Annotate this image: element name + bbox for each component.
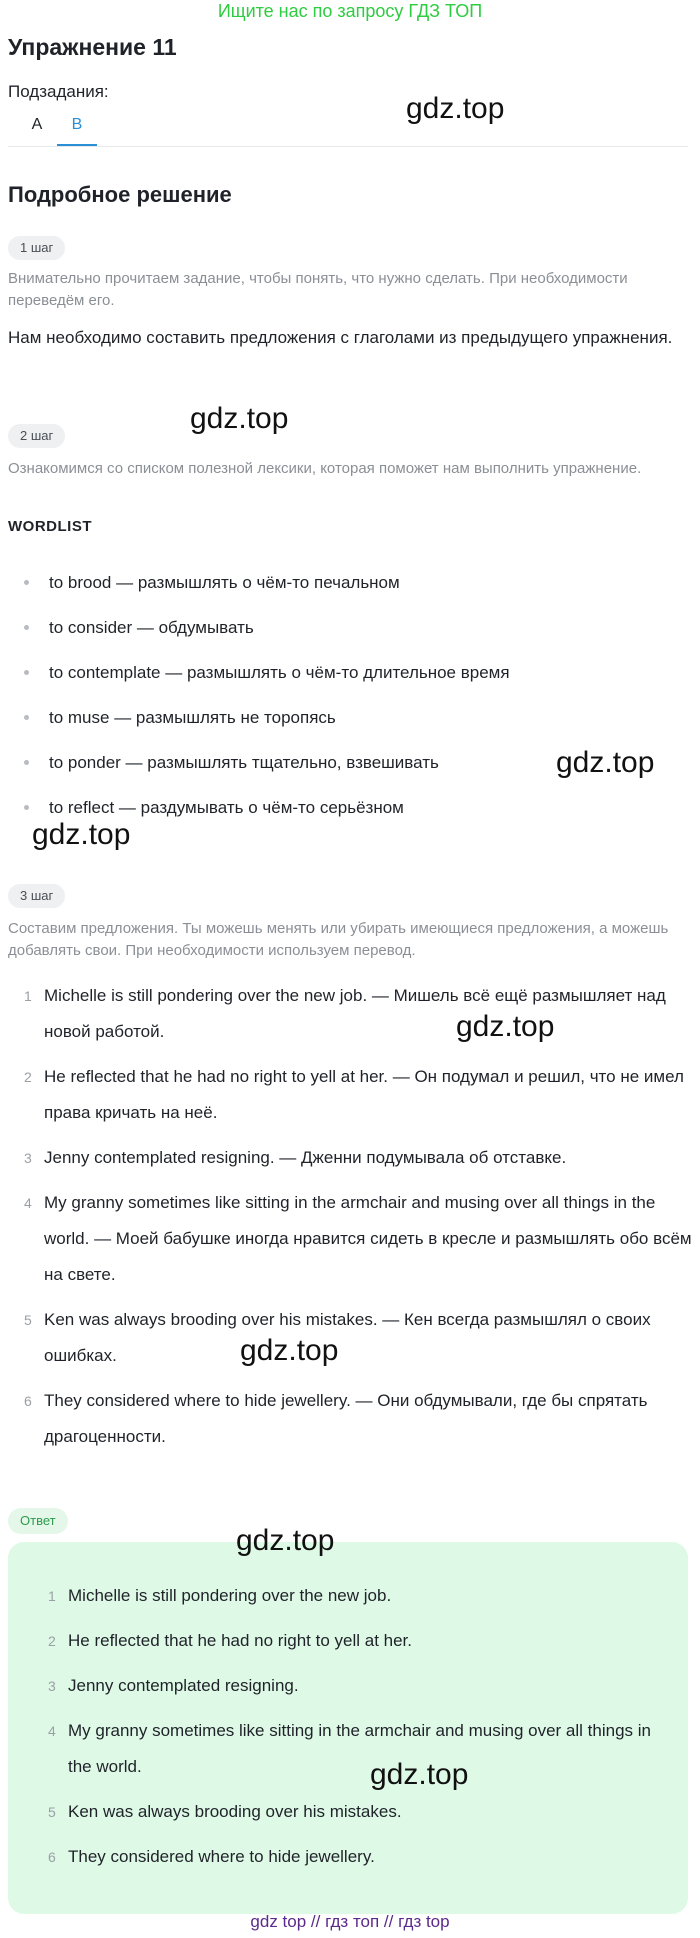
list-item: to reflect — раздумывать о чём-то серьёзном: [0, 785, 700, 830]
watermark: gdz.top: [236, 1524, 335, 1557]
list-item: to contemplate — размышлять о чём-то длительное время: [0, 650, 700, 695]
watermark: gdz.top: [456, 1010, 555, 1043]
exercise-title: Упражнение 11: [8, 34, 177, 60]
list-item: 5 Ken was always brooding over his mistakes. — Кен всегда размышлял о своих ошибках.: [24, 1310, 651, 1365]
search-banner: Ищите нас по запросу ГДЗ ТОП: [217, 1, 483, 21]
answer-badge: Ответ: [8, 1508, 68, 1534]
list-item: to ponder — размышлять тщательно, взвешивать: [0, 740, 700, 785]
bullet-icon: [24, 760, 29, 765]
list-item: 4 My granny sometimes like sitting in the armchair and musing over all things in the world.: [48, 1721, 651, 1776]
list-item: 2 He reflected that he had no right to yell at her.: [48, 1631, 412, 1650]
step-badge: 2 шаг: [8, 424, 65, 448]
tab-a[interactable]: A: [31, 116, 43, 133]
step-text: Нам необходимо составить предложения с глаголами из предыдущего упражнения.: [8, 328, 673, 347]
step-badge: 1 шаг: [8, 236, 65, 260]
subtasks-label: Подзадания:: [8, 82, 109, 101]
list-item: 1 Michelle is still pondering over the new job. — Мишель всё ещё размышляет над новой работой.: [24, 986, 666, 1041]
list-item: 3 Jenny contemplated resigning.: [48, 1676, 299, 1695]
watermark: gdz.top: [190, 402, 289, 435]
list-item: 4 My granny sometimes like sitting in the armchair and musing over all things in the world. — Моей бабушке иногда нравится сидеть в кресле и размышлять обо всём на свете.: [24, 1193, 692, 1284]
list-item: to muse — размышлять не торопясь: [0, 695, 700, 740]
watermark: gdz.top: [556, 746, 655, 779]
tab-b[interactable]: B: [57, 106, 97, 146]
footer-links[interactable]: gdz top // гдз топ // гдз top: [250, 1912, 450, 1931]
list-item: 1 Michelle is still pondering over the new job.: [48, 1586, 392, 1605]
step-hint: Внимательно прочитаем задание, чтобы понять, что нужно сделать. При необходимости переведём его.: [8, 270, 628, 309]
bullet-icon: [24, 580, 29, 585]
watermark: gdz.top: [32, 818, 131, 851]
list-item: 2 He reflected that he had no right to yell at her. — Он подумал и решил, что не имел права кричать на неё.: [24, 1067, 684, 1122]
solution-title: Подробное решение: [8, 182, 232, 207]
watermark: gdz.top: [240, 1334, 339, 1367]
list-item: 5 Ken was always brooding over his mistakes.: [48, 1802, 402, 1821]
list-item: 6 They considered where to hide jewellery. — Они обдумывали, где бы спрятать драгоценности.: [24, 1391, 648, 1446]
step-hint: Ознакомимся со списком полезной лексики, которая поможет нам выполнить упражнение.: [8, 460, 642, 477]
sentence-list: [0, 978, 700, 1464]
bullet-icon: [24, 805, 29, 810]
subtask-tabs: [8, 106, 688, 147]
watermark: gdz.top: [370, 1758, 469, 1791]
answer-list: [24, 1578, 664, 1884]
bullet-icon: [24, 715, 29, 720]
wordlist: [0, 560, 700, 830]
list-item: to brood — размышлять о чём-то печальном: [0, 560, 700, 605]
bullet-icon: [24, 625, 29, 630]
watermark: gdz.top: [406, 92, 505, 125]
list-item: 3 Jenny contemplated resigning. — Дженни подумывала об отставке.: [24, 1148, 567, 1167]
step-badge: 3 шаг: [8, 884, 65, 908]
wordlist-title: WORDLIST: [8, 518, 92, 535]
bullet-icon: [24, 670, 29, 675]
list-item: to consider — обдумывать: [0, 605, 700, 650]
list-item: 6 They considered where to hide jewellery.: [48, 1847, 375, 1866]
step-hint: Составим предложения. Ты можешь менять или убирать имеющиеся предложения, а можешь добавлять свои. При необходимости используем перевод.: [8, 920, 669, 959]
